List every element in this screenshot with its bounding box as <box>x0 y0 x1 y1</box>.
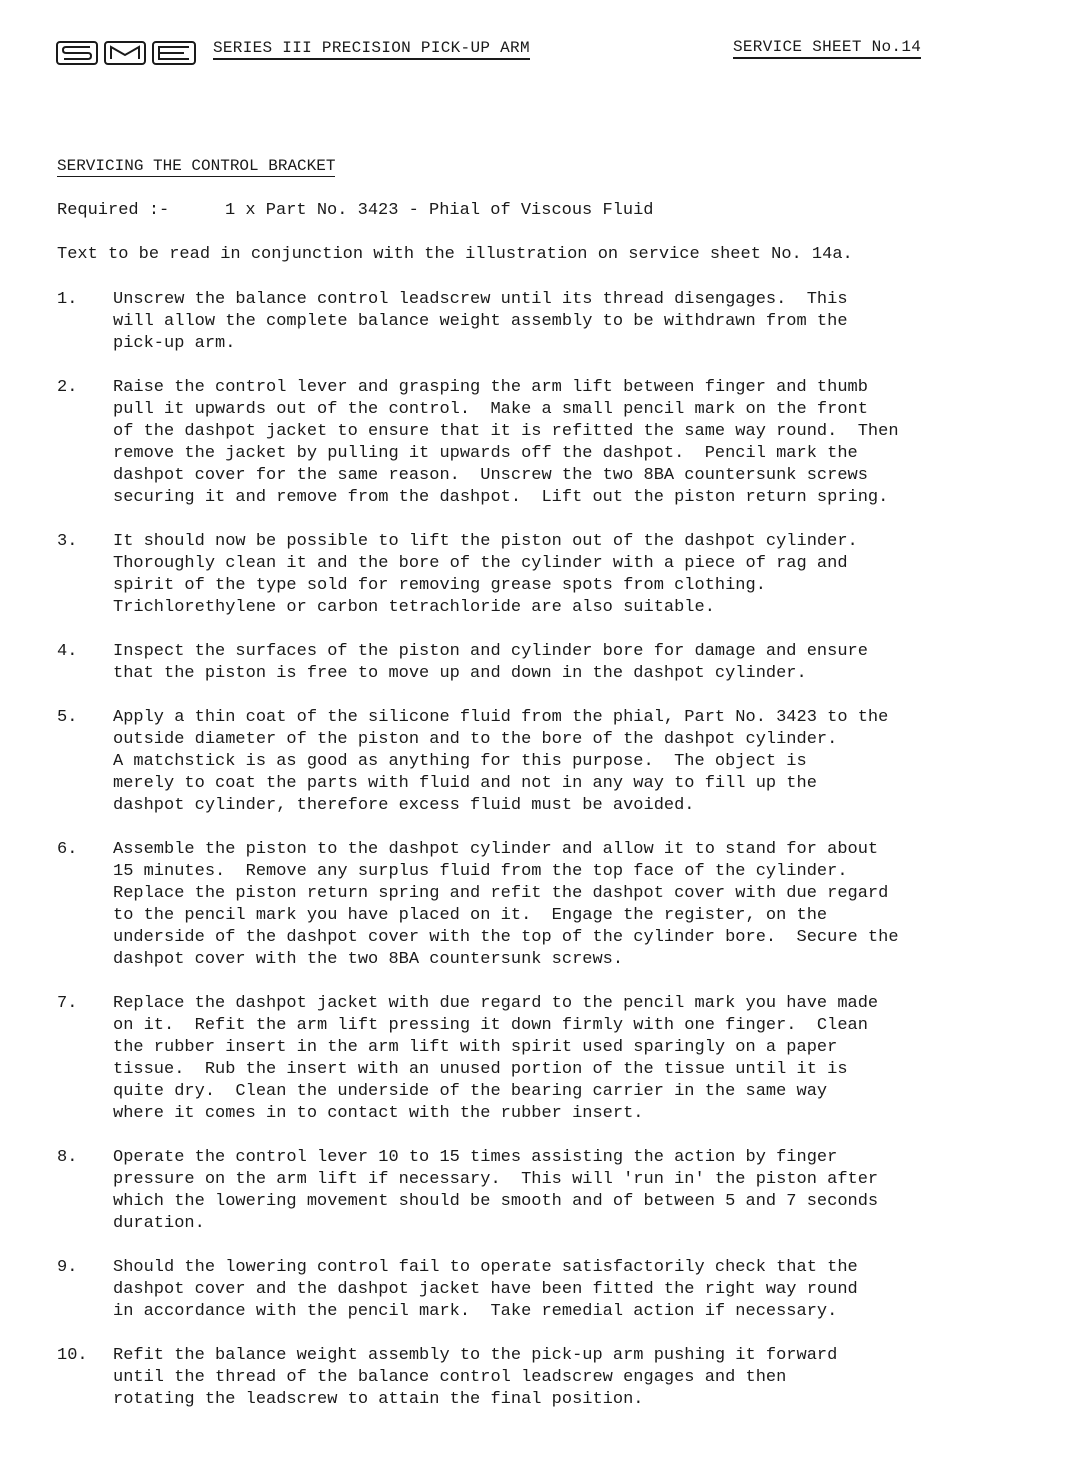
step-item <box>57 1345 1057 1411</box>
step-text-line: to the pencil mark you have placed on it. Engage the register, on the <box>113 906 828 925</box>
step-item <box>57 531 1057 619</box>
step-number: 5. <box>57 708 78 727</box>
step-item <box>57 1147 1057 1235</box>
step-text-line: Operate the control lever 10 to 15 times assisting the action by finger <box>113 1148 838 1167</box>
step-text-line: Trichlorethylene or carbon tetrachloride are also suitable. <box>113 598 715 617</box>
step-text-line: spirit of the type sold for removing grease spots from clothing. <box>113 576 766 595</box>
intro-text: Text to be read in conjunction with the illustration on service sheet No. 14a. <box>57 245 853 264</box>
step-text-line: Raise the control lever and grasping the arm lift between finger and thumb <box>113 378 868 397</box>
step-number: 1. <box>57 290 78 309</box>
step-text-line: Refit the balance weight assembly to the pick-up arm pushing it forward <box>113 1346 838 1365</box>
step-text-line: remove the jacket by pulling it upwards off the dashpot. Pencil mark the <box>113 444 858 463</box>
step-item <box>57 1257 1057 1323</box>
step-text-line: Should the lowering control fail to operate satisfactorily check that the <box>113 1258 858 1277</box>
step-text-line: where it comes in to contact with the rubber insert. <box>113 1104 644 1123</box>
step-text-line: dashpot cover for the same reason. Unscrew the two 8BA countersunk screws <box>113 466 868 485</box>
step-item <box>57 641 1057 685</box>
step-number: 10. <box>57 1346 88 1365</box>
step-text-line: on it. Refit the arm lift pressing it down firmly with one finger. Clean <box>113 1016 868 1035</box>
step-text-line: Assemble the piston to the dashpot cylinder and allow it to stand for about <box>113 840 879 859</box>
step-text-line: Inspect the surfaces of the piston and cylinder bore for damage and ensure <box>113 642 868 661</box>
step-text-line: Thoroughly clean it and the bore of the cylinder with a piece of rag and <box>113 554 848 573</box>
step-text-line: rotating the leadscrew to attain the final position. <box>113 1390 644 1409</box>
step-number: 8. <box>57 1148 78 1167</box>
required-label: Required :- <box>57 201 170 220</box>
step-text-line: pick-up arm. <box>113 334 236 353</box>
step-item <box>57 289 1057 355</box>
step-text-line: Unscrew the balance control leadscrew until its thread disengages. This <box>113 290 848 309</box>
document-title: SERIES III PRECISION PICK-UP ARM <box>213 39 530 60</box>
step-text-line: dashpot cover with the two 8BA countersunk screws. <box>113 950 624 969</box>
sheet-number: SERVICE SHEET No.14 <box>733 38 921 59</box>
step-text-line: merely to coat the parts with fluid and not in any way to fill up the <box>113 774 817 793</box>
step-number: 6. <box>57 840 78 859</box>
sme-logo <box>56 40 198 66</box>
step-text-line: which the lowering movement should be smooth and of between 5 and 7 seconds <box>113 1192 879 1211</box>
required-value: 1 x Part No. 3423 - Phial of Viscous Fluid <box>225 201 654 220</box>
step-text-line: dashpot cover and the dashpot jacket have been fitted the right way round <box>113 1280 858 1299</box>
step-number: 2. <box>57 378 78 397</box>
step-number: 9. <box>57 1258 78 1277</box>
step-text-line: duration. <box>113 1214 205 1233</box>
step-number: 7. <box>57 994 78 1013</box>
step-text-line: pull it upwards out of the control. Make a small pencil mark on the front <box>113 400 868 419</box>
step-text-line: will allow the complete balance weight assembly to be withdrawn from the <box>113 312 848 331</box>
step-text-line: 15 minutes. Remove any surplus fluid from the top face of the cylinder. <box>113 862 848 881</box>
steps-list <box>57 289 1057 1433</box>
step-text-line: Apply a thin coat of the silicone fluid from the phial, Part No. 3423 to the <box>113 708 889 727</box>
step-text-line: quite dry. Clean the underside of the bearing carrier in the same way <box>113 1082 828 1101</box>
step-text-line: pressure on the arm lift if necessary. This will 'run in' the piston after <box>113 1170 879 1189</box>
step-number: 3. <box>57 532 78 551</box>
step-item <box>57 377 1057 509</box>
step-text-line: tissue. Rub the insert with an unused portion of the tissue until it is <box>113 1060 848 1079</box>
step-text-line: of the dashpot jacket to ensure that it is refitted the same way round. Then <box>113 422 899 441</box>
step-text-line: underside of the dashpot cover with the top of the cylinder bore. Secure the <box>113 928 899 947</box>
step-number: 4. <box>57 642 78 661</box>
step-text-line: dashpot cylinder, therefore excess fluid must be avoided. <box>113 796 695 815</box>
step-text-line: in accordance with the pencil mark. Take remedial action if necessary. <box>113 1302 838 1321</box>
section-heading: SERVICING THE CONTROL BRACKET <box>57 157 336 175</box>
step-text-line: the rubber insert in the arm lift with spirit used sparingly on a paper <box>113 1038 838 1057</box>
step-item <box>57 707 1057 817</box>
step-text-line: securing it and remove from the dashpot. Lift out the piston return spring. <box>113 488 889 507</box>
step-text-line: A matchstick is as good as anything for this purpose. The object is <box>113 752 807 771</box>
step-text-line: that the piston is free to move up and down in the dashpot cylinder. <box>113 664 807 683</box>
step-item <box>57 993 1057 1125</box>
step-text-line: Replace the dashpot jacket with due regard to the pencil mark you have made <box>113 994 879 1013</box>
step-item <box>57 839 1057 971</box>
step-text-line: Replace the piston return spring and refit the dashpot cover with due regard <box>113 884 889 903</box>
step-text-line: until the thread of the balance control leadscrew engages and then <box>113 1368 787 1387</box>
step-text-line: outside diameter of the piston and to the bore of the dashpot cylinder. <box>113 730 838 749</box>
step-text-line: It should now be possible to lift the piston out of the dashpot cylinder. <box>113 532 858 551</box>
required-parts-row <box>57 201 654 220</box>
